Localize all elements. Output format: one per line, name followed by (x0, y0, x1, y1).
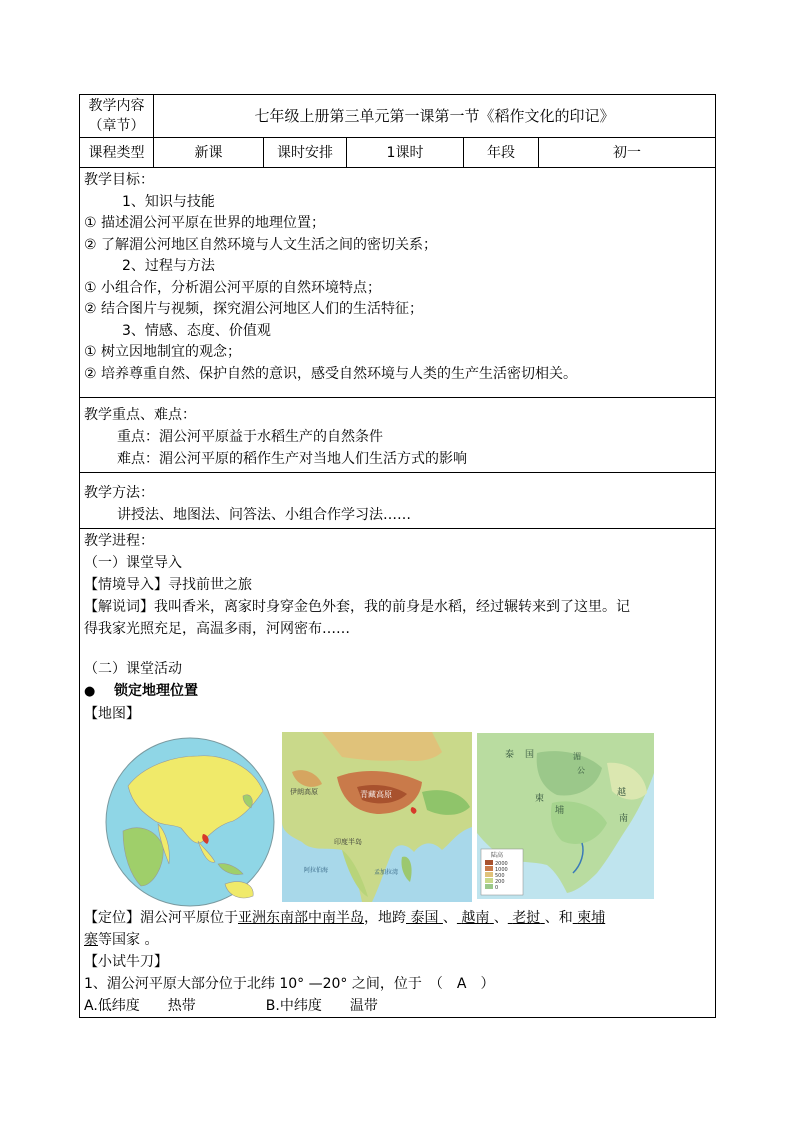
map-label: 埔 (555, 806, 565, 816)
position-answer-country (508, 910, 545, 926)
keypoint-difficulty: 难点：湄公河平原的稻作生产对当地人们生活方式的影响 (117, 451, 467, 467)
position-line-1 (84, 907, 711, 929)
country-vietnam: 越南 (461, 910, 490, 926)
map-label: 伊朗高原 (290, 788, 318, 796)
narration-line-2: 得我家光照充足，高温多雨，河网密布…… (84, 621, 350, 637)
bullet: ● (84, 684, 96, 699)
objectives-cell (80, 168, 716, 398)
intro-text: 寻找前世之旅 (168, 577, 252, 593)
country-thailand: 泰国 (410, 910, 439, 926)
objective-item: ① 小组合作，分析湄公河平原的自然环境特点； (84, 279, 381, 296)
legend-value: 0 (495, 885, 499, 891)
position-text: 、 (442, 910, 457, 926)
position-answer-country (457, 910, 494, 926)
position-tag: 【定位】 (84, 910, 140, 926)
lesson-plan-table (79, 94, 716, 1018)
map-label: 柬 (535, 794, 545, 804)
map-label: 越 (617, 788, 627, 798)
position-answer-country: 寨 (84, 932, 98, 948)
part-1-heading: （一）课堂导入 (84, 555, 182, 571)
locate-heading (84, 680, 711, 703)
objective-heading-2: 2、过程与方法 (122, 258, 215, 274)
content-label-cell (80, 95, 154, 138)
quiz-options: A.低纬度 热带 B.中纬度 温带 (84, 998, 378, 1014)
objectives-title: 教学目标： (84, 172, 154, 188)
narration-tag: 【解说词】 (84, 599, 154, 615)
position-line-2 (84, 929, 711, 951)
country-laos: 老挝 (512, 910, 541, 926)
keypoint-focus: 重点：湄公河平原益于水稻生产的自然条件 (117, 429, 383, 445)
position-answer-country (573, 910, 605, 926)
methods-cell (80, 473, 716, 529)
legend-value: 200 (495, 879, 505, 885)
map-label: 印度半岛 (334, 838, 362, 846)
legend-value: 2000 (495, 861, 508, 867)
position-text: 、和 (544, 910, 573, 926)
objective-item: ① 描述湄公河平原在世界的地理位置； (84, 215, 325, 231)
position-text: 、 (493, 910, 508, 926)
objective-item: ② 了解湄公河地区自然环境与人文生活之间的密切关系； (84, 236, 437, 253)
content-row (80, 95, 716, 138)
methods-row (80, 473, 716, 529)
position-text: ，地跨 (364, 910, 406, 926)
map-label: 国 (525, 750, 535, 760)
narration-line-1 (84, 596, 711, 618)
part-2-heading: （二）课堂活动 (84, 661, 182, 677)
map-tag: 【地图】 (84, 706, 140, 722)
course-type-value: 新课 (154, 138, 264, 168)
map-label: 青藏高原 (360, 790, 392, 799)
topographic-map (282, 732, 472, 902)
position-text: 等国家 。 (98, 932, 159, 948)
content-label-2: （章节） (88, 118, 145, 134)
position-answer-region: 亚洲东南部中南半岛 (238, 910, 364, 926)
keypoints-row (80, 398, 716, 473)
methods-text: 讲授法、地图法、问答法、小组合作学习法…… (117, 507, 411, 523)
content-value: 七年级上册第三单元第一课第一节《稻作文化的印记》 (154, 95, 716, 138)
map-label: 阿拉伯海 (304, 867, 329, 874)
hours-label: 课时安排 (264, 138, 347, 168)
grade-label: 年段 (464, 138, 539, 168)
objectives-row (80, 168, 716, 398)
legend-value: 1000 (495, 867, 508, 873)
map-figures (84, 735, 711, 901)
course-info-row (80, 138, 716, 168)
globe-map (103, 736, 277, 908)
course-type-label: 课程类型 (80, 138, 154, 168)
keypoints-title: 教学重点、难点： (84, 407, 196, 423)
keypoints-cell (80, 398, 716, 473)
legend-title: 陆高 (491, 852, 504, 859)
objective-item: ② 培养尊重自然、保护自然的意识，感受自然环境与人类的生产生活密切相关。 (84, 365, 577, 382)
quiz-tag: 【小试牛刀】 (84, 954, 168, 970)
map-label: 泰 (505, 750, 515, 760)
methods-title: 教学方法： (84, 485, 154, 501)
lesson-plan-page (79, 94, 715, 1019)
map-label: 湄 (573, 752, 581, 761)
process-row (80, 529, 716, 1018)
mekong-region-map (477, 733, 654, 899)
narration-text-1: 我叫香米，离家时身穿金色外套，我的前身是水稻，经过辗转来到了这里。记 (154, 599, 630, 615)
country-cambodia: 柬埔 (577, 910, 606, 926)
position-answer-country (406, 910, 443, 926)
objective-heading-1: 1、知识与技能 (122, 193, 215, 210)
legend-value: 500 (495, 873, 505, 879)
map-label: 孟加拉湾 (374, 869, 399, 876)
objective-item: ② 结合图片与视频，探究湄公河地区人们的生活特征； (84, 301, 423, 317)
objective-item: ① 树立因地制宜的观念； (84, 344, 242, 360)
process-cell (80, 529, 716, 1018)
hours-value: 1课时 (347, 138, 464, 168)
elevation-legend (481, 849, 523, 895)
process-title: 教学进程： (84, 533, 154, 549)
map-label: 南 (619, 814, 629, 824)
intro-tag: 【情境导入】 (84, 577, 168, 593)
intro-line (84, 574, 711, 596)
quiz-question: 1、湄公河平原大部分位于北纬 10° —20° 之间，位于 （ A ） (84, 976, 495, 992)
objective-heading-3: 3、情感、态度、价值观 (122, 322, 271, 339)
position-text: 湄公河平原位于 (140, 910, 238, 926)
content-label: 教学内容 (88, 98, 145, 114)
grade-value: 初一 (539, 138, 716, 168)
map-label: 公 (577, 766, 585, 775)
locate-title: 锁定地理位置 (114, 683, 198, 699)
